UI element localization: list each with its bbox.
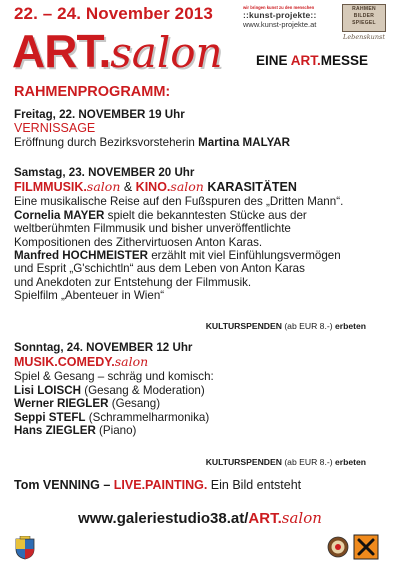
subtitle-post: MESSE: [320, 53, 369, 68]
coat-of-arms-icon: [14, 536, 36, 560]
website-link[interactable]: www.galeriestudio38.at/ART.salon: [78, 509, 322, 527]
kunst-projekte-tagline: wir bringen kunst zu den menschen: [243, 5, 315, 10]
saturday-date: Samstag, 23. NOVEMBER 20 Uhr: [14, 166, 195, 179]
cornelia-name: Cornelia MAYER: [14, 208, 105, 222]
subtitle-pre: EINE: [256, 53, 291, 68]
kunst-projekte-brand: ::kunst-projekte::: [243, 10, 317, 21]
main-title: [12, 25, 223, 77]
performer-item: Werner RIEGLER (Gesang): [14, 397, 161, 411]
saturday-line: Kompositionen des Zithervirtuosen Anton Karas.: [14, 235, 263, 249]
saturday-ev1: FILMMUSIK.: [14, 180, 87, 195]
friday-event: VERNISSAGE: [14, 121, 96, 136]
kunst-projekte-logo: [243, 6, 335, 28]
frame-logo: [342, 4, 386, 32]
performer-item: Seppi STEFL (Schrammelharmonika): [14, 410, 210, 424]
saturday-ev2: KINO.: [135, 180, 171, 195]
sunday-intro: Spiel & Gesang – schräg und komisch:: [14, 370, 214, 384]
live-painting-line: Tom VENNING – LIVE.PAINTING. Ein Bild entsteht: [14, 478, 302, 492]
performer-item: Lisi LOISCH (Gesang & Moderation): [14, 383, 205, 397]
saturday-amp: &: [120, 180, 136, 195]
saturday-line: Cornelia MAYER spielt die bekanntesten Stücke aus der: [14, 208, 307, 222]
frame-logo-line: BILDER: [353, 13, 375, 19]
saturday-events: [14, 179, 390, 195]
frame-logo-line: SPIEGEL: [352, 20, 376, 26]
program-heading: RAHMENPROGRAMM:: [14, 84, 171, 100]
kulturspenden-note: KULTURSPENDEN (ab EUR 8.-) erbeten: [205, 457, 366, 467]
saturday-line: Spielfilm „Abenteuer in Wien“: [14, 289, 165, 303]
subtitle: [256, 53, 368, 68]
saturday-block: [14, 166, 390, 303]
saturday-ev3: KARASITÄTEN: [203, 180, 297, 195]
kunst-projekte-url: www.kunst-projekte.at: [243, 19, 317, 29]
hazard-icon: [353, 534, 379, 560]
saturday-line: Eine musikalische Reise auf den Fußspuren des „Dritten Mann“.: [14, 195, 344, 209]
event-dates: 22. – 24. November 2013: [14, 4, 213, 23]
saturday-line: weltberühmten Filmmusik und bisher unveröffentlichte: [14, 222, 291, 236]
kulturspenden-note: KULTURSPENDEN (ab EUR 8.-) erbeten: [205, 321, 366, 331]
friday-block: [14, 108, 390, 150]
seal-icon: [327, 536, 349, 558]
title-art: ART.: [12, 25, 111, 77]
title-salon: salon: [110, 28, 223, 77]
sunday-date: Sonntag, 24. NOVEMBER 12 Uhr: [14, 341, 193, 354]
subtitle-art: ART.: [290, 53, 321, 68]
saturday-line: und Anekdoten zur Entstehung der Filmmusik.: [14, 275, 252, 289]
friday-text: Eröffnung durch Bezirksvorsteherin Martina MALYAR: [14, 136, 291, 150]
frame-logo-sub: Lebenskunst: [343, 33, 385, 41]
performer-item: Hans ZIEGLER (Piano): [14, 424, 137, 438]
sunday-event: MUSIK.COMEDY.salon: [14, 354, 149, 370]
friday-person: Martina MALYAR: [198, 136, 291, 150]
manfred-name: Manfred HOCHMEISTER: [14, 249, 148, 263]
friday-date: Freitag, 22. NOVEMBER 19 Uhr: [14, 108, 185, 121]
sunday-block: [14, 341, 390, 437]
saturday-line: Manfred HOCHMEISTER erzählt mit viel Einfühlungsvermögen: [14, 249, 341, 263]
saturday-ev2-salon: salon: [170, 179, 204, 195]
saturday-line: und Esprit „G'schichtln“ aus dem Leben von Anton Karas: [14, 262, 305, 276]
saturday-ev1-salon: salon: [86, 179, 121, 195]
frame-logo-line: RAHMEN: [352, 6, 376, 12]
